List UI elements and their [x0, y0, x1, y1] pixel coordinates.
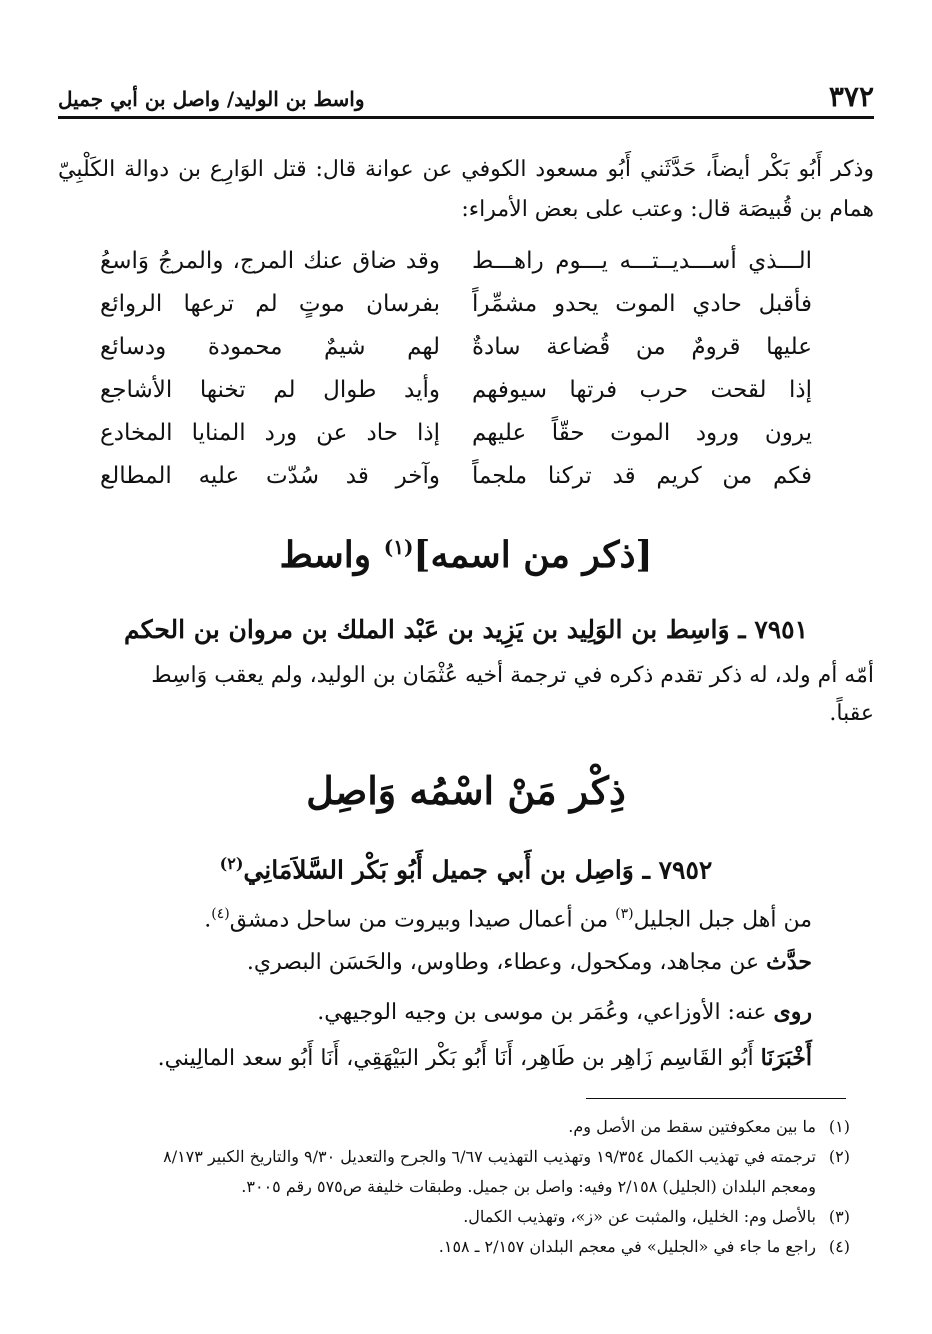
verse-row: [100, 412, 812, 455]
page-number: ٣٧٢: [828, 80, 874, 113]
akhbarana-text: أَبُو القَاسِم زَاهِر بن طَاهِر، أَنَا أَبُو بَكْر البَيْهَقِي، أَنَا أَبُو سعد المالِيني.: [157, 1046, 761, 1071]
footnote-number: (١): [828, 1117, 850, 1136]
footnote-continuation: ومعجم البلدان (الجليل) ٢/١٥٨ وفيه: واصل بن جميل. وطبقات خليفة ص٥٧٥ رقم ٣٠٠٥.: [241, 1177, 816, 1196]
footnote-item: [58, 1112, 850, 1142]
entry-7952-hadath: [58, 944, 812, 981]
verse-row: [100, 283, 812, 326]
verse-second-hemistich: وأيد طوال لم تخنها الأشاجع: [100, 377, 440, 403]
entry-heading-7951: ٧٩٥١ ـ وَاسِط بن الوَلِيد بن يَزِيد بن عَبْد الملك بن مروان بن الحكم: [123, 615, 809, 644]
entry-7952-origin: [58, 896, 812, 938]
entry-heading-text: ٧٩٥٢ ـ وَاصِل بن أَبي جميل أَبُو بَكْر السَّلاَمَانِي: [243, 855, 713, 885]
footnote-text: راجع ما جاء في «الجليل» في معجم البلدان ٢/١٥٧ ـ ١٥٨.: [438, 1237, 816, 1256]
hadath-label: حدَّث: [766, 949, 812, 975]
verse-row: [100, 369, 812, 412]
verse-first-hemistich: فكم من كريم قد تركنا ملجماً: [472, 463, 812, 489]
entry-7951-text-line: أمّه أم ولد، له ذكر تقدم ذكره في ترجمة أخيه عُثْمَان بن الوليد، ولم يعقب وَاسِط: [151, 663, 874, 688]
footnote-item: [58, 1142, 850, 1202]
running-title: واسط بن الوليد/ واصل بن أبي جميل: [58, 87, 365, 111]
verse-second-hemistich: وقد ضاق عنك المرج، والمرجُ وَاسعُ: [100, 248, 440, 274]
poem-verses: [100, 240, 812, 498]
origin-end: .: [204, 907, 212, 933]
verse-second-hemistich: لهم شيمٌ محمودة ودسائع: [100, 334, 440, 360]
footnote-ref: (١): [383, 535, 414, 559]
footnote-number: (٢): [828, 1147, 850, 1166]
verse-second-hemistich: بفرسان موتٍ لم ترعها الروائع: [100, 291, 440, 317]
footnote-ref: (٤): [211, 906, 230, 922]
footnote-text: ترجمته في تهذيب الكمال ١٩/٣٥٤ وتهذيب التهذيب ٦/٦٧ والجرح والتعديل ٩/٣٠ والتاريخ الكبير ٨/١٧٣: [163, 1147, 816, 1166]
verse-first-hemistich: إذا لقحت حرب فرتها سيوفهم: [472, 377, 812, 403]
entry-7952-rawa: [58, 994, 812, 1031]
origin-text: من أعمال صيدا وبيروت من ساحل دمشق: [229, 907, 616, 933]
footnote-text: بالأصل وم: الخليل، والمثبت عن «ز»، وتهذيب الكمال.: [463, 1207, 816, 1226]
origin-text: من أهل جبل الجليل: [633, 907, 812, 933]
section-title-text: [ذكر من اسمه]: [413, 534, 653, 576]
section-title-wasil: ذِكْر مَنْ اسْمُه وَاصِل: [306, 768, 626, 813]
footnote-ref: (٣): [615, 906, 634, 922]
footnote-ref: (٢): [219, 854, 244, 873]
verse-first-hemistich: يرون ورود الموت حقّاً عليهم: [472, 420, 812, 446]
entry-heading-7952: [58, 846, 874, 888]
verse-second-hemistich: إذا حاد عن ورد المنايا المخادع: [100, 420, 440, 446]
footnote-number: (٣): [828, 1207, 850, 1226]
section-title-name: واسط: [279, 534, 384, 576]
entry-7952-akhbarana: [58, 1040, 812, 1077]
verse-first-hemistich: عليها قرومٌ من قُضاعة سادةٌ: [472, 334, 812, 360]
footnote-item: [58, 1232, 850, 1262]
verse-second-hemistich: وآخر قد سُدّت عليه المطالع: [100, 463, 440, 489]
page-header: [58, 72, 874, 119]
footnote-text: ما بين معكوفتين سقط من الأصل وم.: [568, 1117, 816, 1136]
section-title-wasit: [58, 522, 874, 580]
verse-row: [100, 455, 812, 498]
rawa-label: روى: [773, 999, 812, 1025]
entry-7951-text-line: عقباً.: [829, 701, 874, 726]
verse-first-hemistich: فأقبل حادي الموت يحدو مشمِّراً: [472, 291, 812, 317]
hadath-text: عن مجاهد، ومكحول، وعطاء، وطاوس، والحَسَن البصري.: [246, 950, 767, 975]
intro-paragraph: وذكر أَبُو بَكْر أيضاً، حَدَّثَني أَبُو مسعود الكوفي عن عوانة قال: قتل الوَارِع بن دوالة الكَلْبِيّ همام بن قُبيصَة قال: وعتب على بعض الأمراء:: [58, 157, 874, 222]
verse-row: [100, 240, 812, 283]
rawa-text: عنه: الأوزاعي، وعُمَر بن موسى بن وجيه الوجيهي.: [317, 1000, 774, 1025]
footnote-divider: [586, 1098, 846, 1099]
footnotes: [58, 1112, 850, 1262]
footnote-number: (٤): [828, 1237, 850, 1256]
footnote-item: [58, 1202, 850, 1232]
verse-first-hemistich: الـــذي أســـديــتـــه يـــوم راهـــط: [472, 248, 812, 274]
verse-row: [100, 326, 812, 369]
akhbarana-label: أَخْبَرَنَا: [760, 1045, 812, 1071]
